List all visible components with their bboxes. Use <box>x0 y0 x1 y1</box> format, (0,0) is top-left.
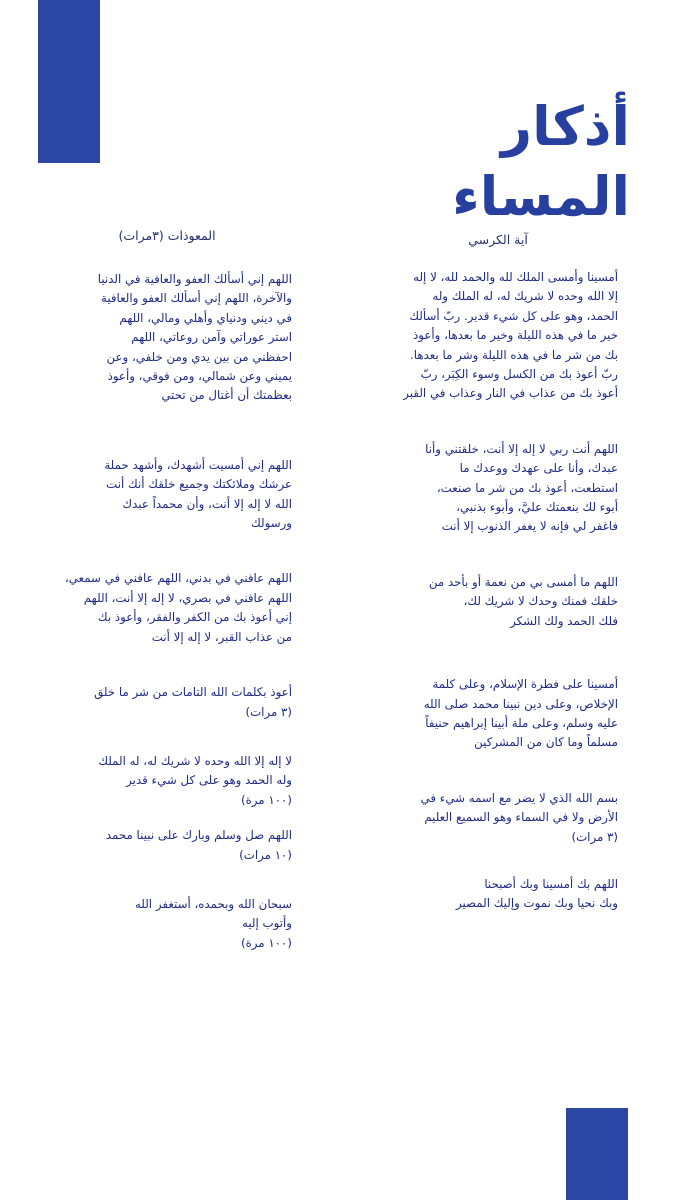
dhikr-paragraph: اللهم إني أسألك العفو والعافية في الدنيا والآخرة، اللهم إني أسألك العفو والعافية في ديني ودنياي وأهلي ومالي، اللهم استر عوراتي وآمن روعاتي، اللهم احفظني من بين يدي ومن خلفي، وعن يميني وعن شمالي، ومن فوقي، وأعوذ بعظمتك أن أغتال من تحتي <box>97 272 292 403</box>
dhikr-paragraph: اللهم إني أمسيت أشهدك، وأشهد حملة عرشك وملائكتك وجميع خلقك أنك أنت الله لا إله إلا أنت، وأن محمداً عبدك ورسولك <box>104 457 292 531</box>
dhikr-paragraph: اللهم أنت ربي لا إله إلا أنت، خلقتني وأنا عبدك، وأنا على عهدك ووعدك ما استطعت، أعوذ بك من شر ما صنعت، أبوء لك بنعمتك عليَّ، وأبوء بذنبي، فاغفر لي فإنه لا يغفر الذنوب إلا أنت <box>425 441 618 534</box>
dhikr-paragraph: سبحان الله وبحمده، أستغفر الله وأتوب إليه (١٠٠ مرة) <box>134 896 292 950</box>
right-column <box>378 230 618 914</box>
dhikr-paragraph: أمسينا وأمسى الملك لله والحمد لله، لا إله إلا الله وحده لا شريك له، له الملك وله الحمد، وهو على كل شيء قدير. ربّ أسألك خير ما في هذه الليلة وخير ما بعدها، وأعوذ بك من شر ما في هذه الليلة وشر ما بعدها. ربّ أعوذ بك من الكسل وسوء الكِبَر، ربّ أعوذ بك من عذاب في النار وعذاب في القبر <box>403 270 618 401</box>
right-column-heading: آية الكرسي <box>468 232 528 247</box>
left-column-heading: المعوذات (٣مرات) <box>118 228 216 243</box>
dhikr-paragraph: أعوذ بكلمات الله التامات من شر ما خلق (٣ مرات) <box>94 685 292 719</box>
dhikr-paragraph: لا إله إلا الله وحده لا شريك له، له الملك وله الحمد وهو على كل شيء قدير (١٠٠ مرة) <box>98 753 292 807</box>
left-column <box>42 226 292 953</box>
decorative-blue-block-bottom <box>566 1108 628 1200</box>
dhikr-paragraph: بسم الله الذي لا يضر مع اسمه شيء في الأرض ولا في السماء وهو السميع العليم (٣ مرات) <box>420 790 618 844</box>
dhikr-paragraph: اللهم بك أمسينا وبك أصبحنا وبك نحيا وبك نموت وإليك المصير <box>455 876 618 911</box>
dhikr-paragraph: اللهم عافني في بدني، اللهم عافني في سمعي، اللهم عافني في بصري، لا إله إلا أنت، اللهم إني أعوذ بك من الكفر والفقر، وأعوذ بك من عذاب القبر، لا إله إلا أنت <box>64 571 292 644</box>
decorative-blue-block-top <box>38 0 100 163</box>
page-title: أذكار المساء <box>452 95 630 228</box>
dhikr-paragraph: اللهم ما أمسى بي من نعمة أو بأحد من خلقك فمنك وحدك لا شريك لك، فلك الحمد ولك الشكر <box>428 574 618 628</box>
dhikr-paragraph: أمسينا على فطرة الإسلام، وعلى كلمة الإخلاص، وعلى دين نبينا محمد صلى الله عليه وسلم، وعلى ملة أبينا إبراهيم حنيفاً مسلماً وما كان من المشركين <box>423 677 618 750</box>
dhikr-paragraph: اللهم صل وسلم وبارك على نبينا محمد (١٠ مرات) <box>105 828 292 862</box>
